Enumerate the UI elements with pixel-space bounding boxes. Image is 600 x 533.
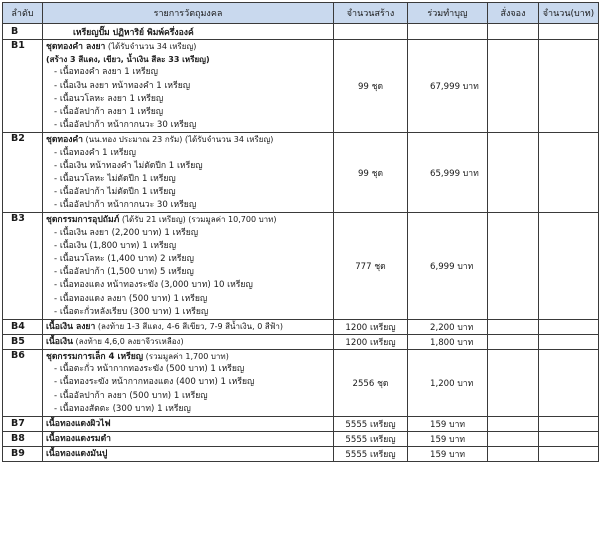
section-empty-cell — [539, 24, 599, 40]
section-code: B — [3, 24, 43, 40]
row-price: 67,999 บาท — [408, 40, 488, 133]
row-description — [43, 213, 334, 320]
row-sub-item: - เนื้อเงิน หน้าทองคำ ไม่ตัดปีก 1 เหรียญ — [54, 160, 203, 171]
table-row — [3, 334, 599, 349]
row-price: 159 บาท — [408, 446, 488, 461]
table-row — [3, 213, 599, 320]
row-description — [43, 416, 334, 431]
row-reserve-cell[interactable] — [488, 40, 539, 133]
header-item: รายการวัตถุมงคล — [43, 3, 334, 24]
row-price: 2,200 บาท — [408, 319, 488, 334]
row-quantity: 99 ชุด — [334, 40, 408, 133]
row-sub-item: - เนื้ออัลปาก้า ลงยา (500 บาท) 1 เหรียญ — [54, 390, 208, 401]
row-reserve-cell[interactable] — [488, 446, 539, 461]
row-code: B8 — [3, 431, 43, 446]
row-code: B6 — [3, 349, 43, 416]
row-code: B3 — [3, 213, 43, 320]
section-empty-cell — [334, 24, 408, 40]
row-title-line — [46, 320, 330, 333]
row-price: 65,999 บาท — [408, 133, 488, 213]
row-price: 159 บาท — [408, 416, 488, 431]
order-table — [2, 2, 599, 462]
row-price: 159 บาท — [408, 431, 488, 446]
header-row — [3, 3, 599, 24]
row-sub-item: - เนื้อเงิน ลงยา หน้าทองคำ 1 เหรียญ — [54, 80, 191, 91]
row-amount-cell[interactable] — [539, 446, 599, 461]
row-sub-item: - เนื้อทองแดง หน้าทองระฆัง (3,000 บาท) 10 เหรียญ — [54, 280, 253, 291]
row-quantity: 5555 เหรียญ — [334, 446, 408, 461]
row-amount-cell[interactable] — [539, 40, 599, 133]
row-quantity: 777 ชุด — [334, 213, 408, 320]
section-empty-cell — [408, 24, 488, 40]
row-sub-item: - เนื้อทองคำ ลงยา 1 เหรียญ — [54, 67, 158, 78]
row-quantity: 1200 เหรียญ — [334, 334, 408, 349]
row-note: (ลงท้าย 4,6,0 ลงยาจีวรเหลือง) — [72, 337, 184, 347]
header-order: ลำดับ — [3, 3, 43, 24]
row-title-line — [46, 432, 330, 445]
header-reserve: สั่งจอง — [488, 3, 539, 24]
row-amount-cell[interactable] — [539, 334, 599, 349]
table-row — [3, 431, 599, 446]
row-price: 6,999 บาท — [408, 213, 488, 320]
row-amount-cell[interactable] — [539, 416, 599, 431]
row-reserve-cell[interactable] — [488, 431, 539, 446]
row-description — [43, 431, 334, 446]
row-note: (ลงท้าย 1-3 สีแดง, 4-6 สีเขียว, 7-9 สีน้ำเงิน, 0 สีฟ้า) — [95, 322, 284, 332]
row-reserve-cell[interactable] — [488, 133, 539, 213]
row-reserve-cell[interactable] — [488, 349, 539, 416]
row-amount-cell[interactable] — [539, 213, 599, 320]
row-sub-item: - เนื้ออัลปาก้า ลงยา 1 เหรียญ — [54, 106, 164, 117]
row-sub-item: - เนื้อทองระฆัง หน้ากากทองแดง (400 บาท) 1 เหรียญ — [54, 377, 255, 388]
row-title: เนื้อเงิน ลงยา — [46, 322, 96, 333]
row-quantity: 2556 ชุด — [334, 349, 408, 416]
section-empty-cell — [488, 24, 539, 40]
table-row — [3, 446, 599, 461]
row-title: ชุดทองคำ ลงยา — [46, 42, 106, 52]
row-code: B9 — [3, 446, 43, 461]
row-code: B2 — [3, 133, 43, 213]
table-row — [3, 349, 599, 416]
row-amount-cell[interactable] — [539, 349, 599, 416]
row-code: B4 — [3, 319, 43, 334]
row-reserve-cell[interactable] — [488, 213, 539, 320]
row-amount-cell[interactable] — [539, 431, 599, 446]
row-sub-item: - เนื้อตะกั่วหลังเรียบ (300 บาท) 1 เหรียญ — [54, 306, 209, 317]
section-row — [3, 24, 599, 40]
row-note: (รวมมูลค่า 1,700 บาท) — [143, 351, 229, 361]
header-amount: จำนวน(บาท) — [539, 3, 599, 24]
row-description — [43, 319, 334, 334]
row-quantity: 1200 เหรียญ — [334, 319, 408, 334]
table-row — [3, 40, 599, 133]
row-quantity: 5555 เหรียญ — [334, 416, 408, 431]
row-description — [43, 133, 334, 213]
row-title: ชุดกรรมการอุปถัมภ์ — [46, 215, 120, 226]
row-sub-item: - เนื้อทองแดง ลงยา (500 บาท) 1 เหรียญ — [54, 293, 208, 304]
row-sub-item: - เนื้ออัลปาก้า ไม่ตัดปีก 1 เหรียญ — [54, 187, 176, 198]
row-title-line — [46, 133, 330, 146]
row-code: B1 — [3, 40, 43, 133]
row-sub-item: - เนื้อนวโลหะ ไม่ตัดปีก 1 เหรียญ — [54, 173, 176, 184]
row-note: (ได้รับจำนวน 34 เหรียญ) — [105, 42, 197, 51]
row-description — [43, 40, 334, 133]
row-description — [43, 446, 334, 461]
header-quantity: จำนวนสร้าง — [334, 3, 408, 24]
header-donation: ร่วมทำบุญ — [408, 3, 488, 24]
row-price: 1,200 บาท — [408, 349, 488, 416]
row-title: เนื้อเงิน — [46, 337, 73, 348]
row-title: เนื้อทองแดงผิวไฟ — [46, 419, 111, 430]
section-title: เหรียญปั๊ม ปฏิหาริย์ พิมพ์ครึ่งองค์ — [43, 24, 334, 40]
row-title-line — [46, 335, 330, 348]
row-quantity: 99 ชุด — [334, 133, 408, 213]
row-description — [43, 334, 334, 349]
row-title: เนื้อทองแดงมันปู — [46, 449, 108, 460]
row-sub-item: - เนื้อนวโลหะ (1,400 บาท) 2 เหรียญ — [54, 254, 194, 264]
row-sub-item: - เนื้อเงิน ลงยา (2,200 บาท) 1 เหรียญ — [54, 227, 199, 238]
row-reserve-cell[interactable] — [488, 334, 539, 349]
row-title-line — [46, 213, 330, 226]
table-row — [3, 319, 599, 334]
row-sub-item: - เนื้อทองสัตตะ (300 บาท) 1 เหรียญ — [54, 403, 191, 414]
row-sub-item: - เนื้อตะกั่ว หน้ากากทองระฆัง (500 บาท) 1 เหรียญ — [54, 364, 245, 375]
row-amount-cell[interactable] — [539, 319, 599, 334]
row-sub-item: - เนื้อทองคำ 1 เหรียญ — [54, 147, 136, 158]
row-title-line — [46, 447, 330, 460]
row-code: B5 — [3, 334, 43, 349]
row-code: B7 — [3, 416, 43, 431]
row-title: ชุดทองคำ — [46, 135, 84, 146]
table-row — [3, 133, 599, 213]
row-extra-note: (สร้าง 3 สีแดง, เขียว, น้ำเงิน สีละ 33 เหรียญ) — [46, 55, 210, 65]
row-quantity: 5555 เหรียญ — [334, 431, 408, 446]
row-title: ชุดกรรมการเล็ก 4 เหรียญ — [46, 351, 144, 362]
row-price: 1,800 บาท — [408, 334, 488, 349]
row-description — [43, 349, 334, 416]
row-title-line — [46, 40, 330, 53]
row-note: (ได้รับ 21 เหรียญ) (รวมมูลค่า 10,700 บาท) — [119, 215, 277, 225]
row-amount-cell[interactable] — [539, 133, 599, 213]
row-note: (นน.ทอง ประมาณ 23 กรัม) (ได้รับจำนวน 34 เหรียญ) — [83, 135, 274, 145]
row-title-line — [46, 350, 330, 363]
row-sub-item: - เนื้ออัลปาก้า หน้ากากนวะ 30 เหรียญ — [54, 200, 197, 211]
row-sub-item: - เนื้ออัลปาก้า หน้ากากนวะ 30 เหรียญ — [54, 120, 197, 131]
row-title: เนื้อทองแดงรมดำ — [46, 434, 111, 445]
table-row — [3, 416, 599, 431]
row-title-line — [46, 417, 330, 430]
row-reserve-cell[interactable] — [488, 319, 539, 334]
row-sub-item: - เนื้ออัลปาก้า (1,500 บาท) 5 เหรียญ — [54, 267, 194, 278]
row-sub-item: - เนื้อนวโลหะ ลงยา 1 เหรียญ — [54, 93, 164, 104]
row-reserve-cell[interactable] — [488, 416, 539, 431]
row-sub-item: - เนื้อเงิน (1,800 บาท) 1 เหรียญ — [54, 240, 177, 251]
